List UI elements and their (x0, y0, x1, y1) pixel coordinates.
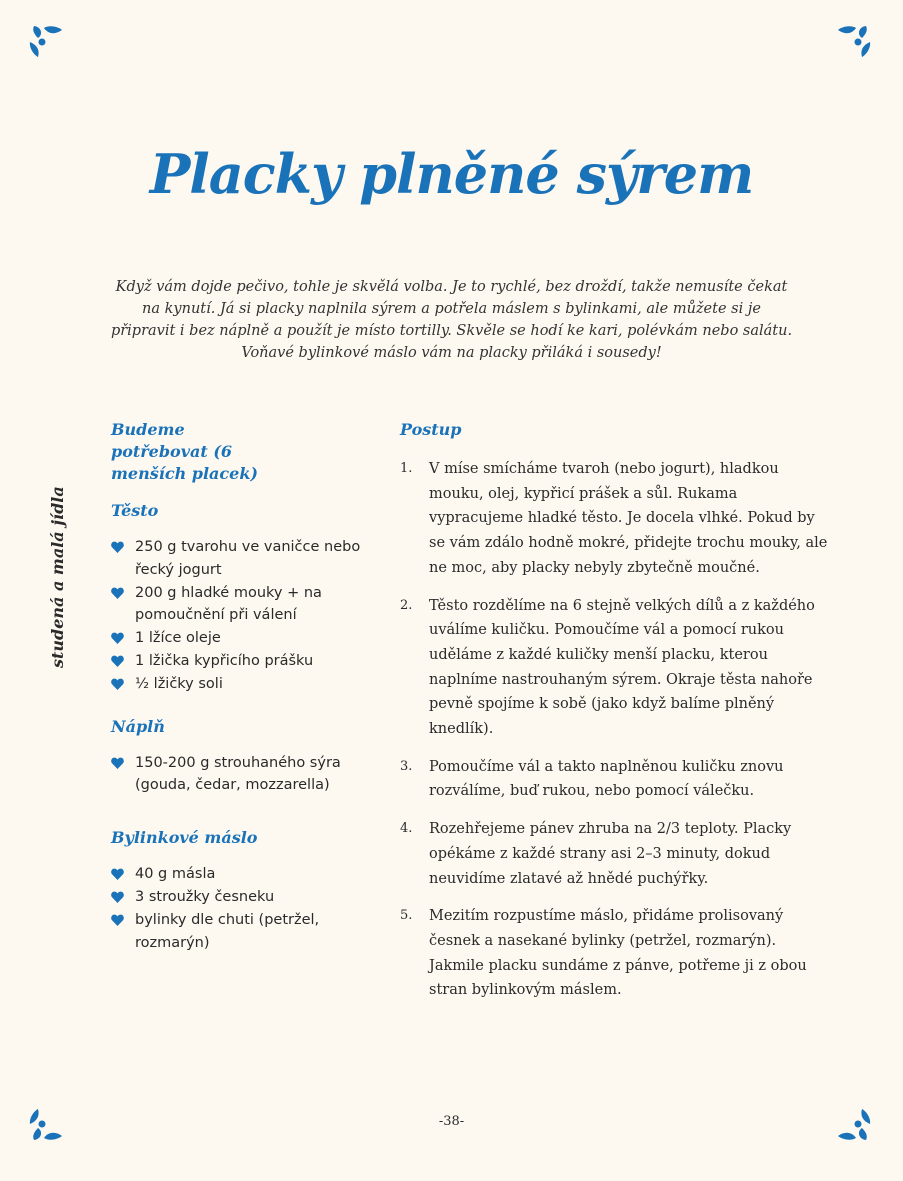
step-number: 3. (400, 758, 413, 774)
heart-icon (111, 757, 124, 769)
list-item (400, 904, 832, 1003)
list-item: 250 g tvarohu ve vaničce nebo řecký jogurt (111, 536, 361, 582)
step-text: Těsto rozdělíme na 6 stejně velkých dílů a z každého uválíme kuličku. Pomoučíme vál a pomocí rukou uděláme z každé kuličky menší placku, kterou naplníme nastrouhaným sýrem. Okraje těsta nahoře pevně spojíme k sobě (jako když balíme plněný knedlík). (429, 597, 815, 738)
heart-icon (111, 914, 124, 926)
step-number: 2. (400, 597, 413, 613)
list-item: 3 stroužky česneku (111, 886, 361, 909)
heart-icon (111, 891, 124, 903)
list-item (400, 457, 832, 581)
list-item (400, 594, 832, 742)
list-item (400, 755, 832, 804)
heart-icon (111, 678, 124, 690)
corner-ornament-icon (26, 22, 66, 62)
list-item: 1 lžička kypřicího prášku (111, 650, 361, 673)
page-number: -38- (438, 1114, 465, 1129)
heart-icon (111, 587, 124, 599)
step-text: V míse smícháme tvaroh (nebo jogurt), hladkou mouku, olej, kypřicí prášek a sůl. Rukama vypracujeme hladké těsto. Je docela vlhké. Pokud by se vám zdálo hodně mokré, přidejte trochu mouky, ale ne moc, aby placky nebyly zbytečně moučné. (429, 461, 828, 576)
heart-icon (111, 655, 124, 667)
dough-list (111, 536, 361, 696)
intro-paragraph: Když vám dojde pečivo, tohle je skvělá volba. Je to rychlé, bez droždí, takže nemusíte čekat na kynutí. Já si placky naplnila sýrem a potřela máslem s bylinkami, ale můžete si je připravit i bez náplně a použít je místo tortilly. Skvěle se hodí ke kari, polévkám nebo salátu. Voňavé bylinkové máslo vám na placky přiláká i sousedy! (110, 279, 793, 361)
step-number: 4. (400, 821, 413, 837)
heart-icon (111, 541, 124, 553)
page-title: Placky plněné sýrem (149, 142, 754, 206)
list-item: 40 g másla (111, 863, 361, 886)
butter-list (111, 863, 361, 954)
list-item: bylinky dle chuti (petržel, rozmarýn) (111, 909, 361, 955)
ingredients-column (111, 419, 361, 954)
method-steps (400, 457, 832, 1003)
step-number: 1. (400, 461, 413, 476)
filling-list (111, 752, 361, 798)
method-heading: Postup (400, 420, 462, 439)
heart-icon (111, 868, 124, 880)
step-text: Pomoučíme vál a takto naplněnou kuličku znovu rozválíme, buď rukou, nebo pomocí válečku. (429, 758, 784, 800)
step-text: Rozehřejeme pánev zhruba na 2/3 teploty. Placky opékáme z každé strany asi 2–3 minuty, dokud neuvidíme zlatavé až hnědé puchýřky. (429, 821, 792, 887)
method-column (400, 419, 832, 1016)
butter-heading: Bylinkové máslo (111, 828, 258, 848)
ingredients-heading: Budeme potřebovat (6 menších placek) (111, 420, 258, 483)
section-side-label: studená a malá jídla (48, 486, 67, 668)
dough-heading: Těsto (111, 501, 159, 520)
corner-ornament-icon (834, 22, 874, 62)
step-text: Mezitím rozpustíme máslo, přidáme prolisovaný česnek a nasekané bylinky (petržel, rozmarýn). Jakmile placku sundáme z pánve, potřeme ji z obou stran bylinkovým máslem. (429, 908, 807, 999)
list-item: 200 g hladké mouky + na pomoučnění při válení (111, 582, 361, 628)
step-number: 5. (400, 908, 413, 924)
list-item: ½ lžičky soli (111, 673, 361, 696)
list-item: 150-200 g strouhaného sýra (gouda, čedar, mozzarella) (111, 752, 361, 798)
list-item: 1 lžíce oleje (111, 627, 361, 650)
filling-heading: Náplň (111, 716, 165, 736)
list-item (400, 817, 832, 891)
heart-icon (111, 632, 124, 644)
